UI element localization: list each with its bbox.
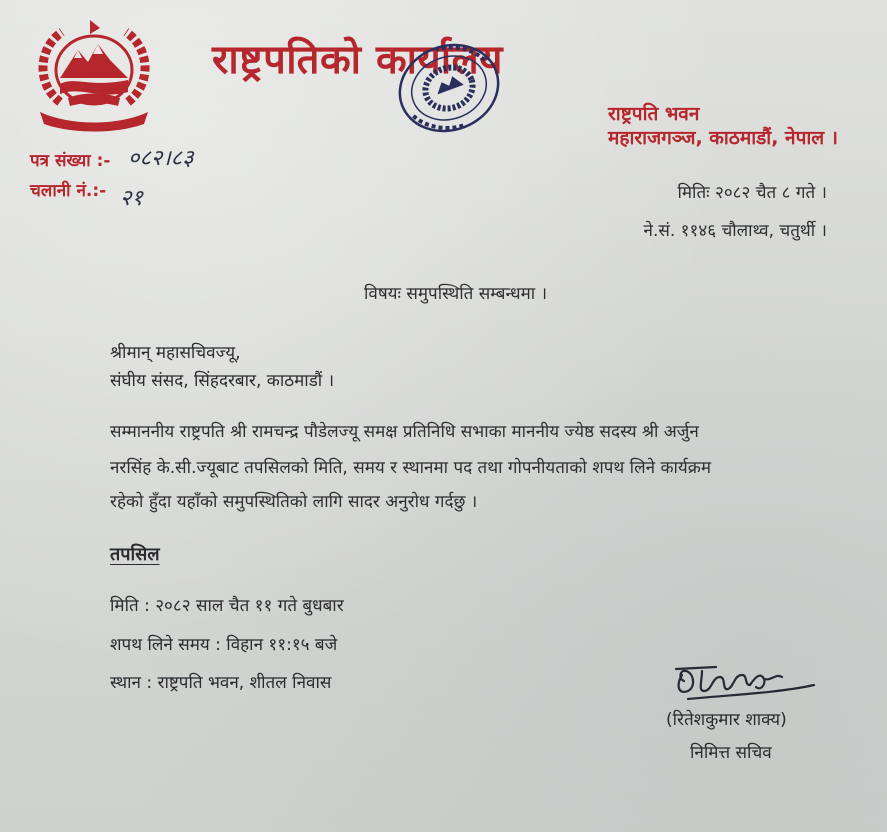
date-nepal-sambat: ने.सं. ११४६ चौलाथ्व, चतुर्थी । xyxy=(643,221,827,241)
details-heading: तपसिल xyxy=(110,544,160,565)
letter-number-value: ०८२।८३ xyxy=(128,146,194,171)
detail-place: स्थान : राष्ट्रपति भवन, शीतल निवास xyxy=(110,673,332,693)
date-bikram-sambat: मितिः २०८२ चैत ८ गते । xyxy=(677,183,827,203)
nepal-emblem-icon xyxy=(30,14,158,134)
letter-subject: विषयः समुपस्थिति सम्बन्धमा । xyxy=(364,284,548,304)
dispatch-number-value: २१ xyxy=(120,186,143,211)
office-title: राष्ट्रपतिको कार्यालय xyxy=(212,37,503,83)
letter-number-label: पत्र संख्या :- xyxy=(30,151,111,171)
addressee-line-1: श्रीमान् महासचिवज्यू, xyxy=(110,343,241,363)
detail-oath-time: शपथ लिने समय : विहान ११:१५ बजे xyxy=(110,635,338,655)
body-line-1: सम्माननीय राष्ट्रपति श्री रामचन्द्र पौडेलज्यू समक्ष प्रतिनिधि सभाका माननीय ज्येष्ठ सदस्य श्री अर्जुन xyxy=(110,422,699,442)
signatory-name: (रितेशकुमार शाक्य) xyxy=(666,710,787,730)
address-line-2: महाराजगञ्ज, काठमाडौं, नेपाल । xyxy=(608,127,838,149)
detail-date: मिति : २०८२ साल चैत ११ गते बुधबार xyxy=(110,596,344,616)
signatory-title: निमित्त सचिव xyxy=(690,743,772,763)
address-line-1: राष्ट्रपति भवन xyxy=(608,103,700,125)
addressee-line-2: संघीय संसद, सिंहदरबार, काठमाडौं । xyxy=(110,371,335,391)
body-line-2: नरसिंह के.सी.ज्यूबाट तपसिलको मिति, समय र स्थानमा पद तथा गोपनीयताको शपथ लिने कार्यक्रम xyxy=(110,458,711,478)
body-line-3: रहेको हुँदा यहाँको समुपस्थितिको लागि सादर अनुरोध गर्दछु । xyxy=(110,492,478,512)
dispatch-number-label: चलानी नं.:- xyxy=(30,181,107,201)
office-seal-stamp-icon xyxy=(384,34,514,142)
handwritten-signature xyxy=(668,655,818,707)
